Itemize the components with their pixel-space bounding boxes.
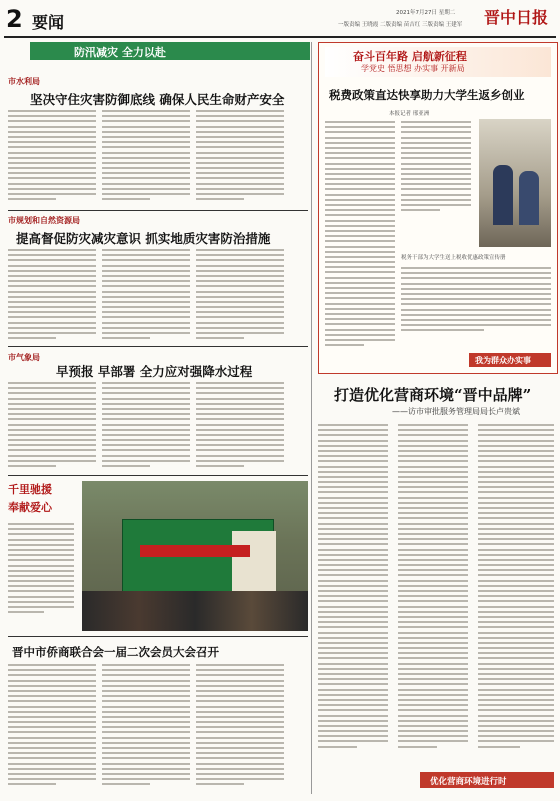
article3-col2: [102, 382, 190, 470]
article5-footer-label: 优化营商环境进行时: [430, 777, 507, 787]
photo-caption-box: [8, 481, 76, 621]
truck-banner: [140, 545, 250, 557]
divider-1: [8, 210, 308, 211]
article1-dateline: 市水利局: [8, 77, 40, 86]
truck-cab: [232, 531, 276, 591]
article2-col1: [8, 249, 96, 341]
article4-col1: [8, 664, 96, 794]
photo-caption-title: 千里驰援: [8, 483, 52, 496]
article3-col1: [8, 382, 96, 470]
article1-col2: [102, 110, 190, 205]
page-number: 2: [6, 5, 23, 33]
masthead-rule: [4, 36, 556, 38]
photo-figure: [493, 165, 513, 225]
article2-title: 提高督促防灾减灾意识 抓实地质灾害防治措施: [16, 231, 271, 246]
article3-title: 早预报 早部署 全力应对强降水过程: [56, 364, 253, 379]
section-banner: [30, 42, 310, 60]
feature-footer: [469, 353, 551, 367]
divider-3: [8, 475, 308, 476]
feature-photo-caption: 税务干部为大学生送上税收优惠政策宣传册: [401, 255, 506, 261]
article5-col2: [398, 424, 468, 764]
divider-2: [8, 346, 308, 347]
photo-figure: [519, 171, 539, 225]
feature-title: 税费政策直达快享助力大学生返乡创业: [329, 88, 525, 102]
article5-subtitle: ——访市审批服务管理局局长卢贵斌: [392, 407, 520, 416]
feature-col2: [401, 121, 471, 221]
date-line: 2021年7月27日 星期二: [396, 10, 456, 16]
relief-truck-photo: [82, 481, 308, 631]
people-group: [82, 591, 308, 631]
feature-byline: 本报记者 邢亚洲: [389, 111, 430, 117]
article4-col2: [102, 664, 190, 794]
feature-col1: [325, 121, 395, 361]
column-divider: [311, 42, 312, 794]
editor-line: 一版责编 王晓霞 二版责编 苗吉红 三版责编 王建军: [338, 22, 463, 28]
article5-footer-banner: [420, 772, 554, 788]
article2-col3: [196, 249, 284, 341]
article3-dateline: 市气象局: [8, 353, 40, 362]
divider-4: [8, 636, 308, 637]
badge-line2: 学党史 悟思想 办实事 开新局: [361, 64, 465, 73]
feature-footer-label: 我为群众办实事: [475, 356, 531, 365]
feature-col3: [401, 267, 551, 339]
article2-col2: [102, 249, 190, 341]
tax-office-photo: [479, 119, 551, 247]
article5-col3: [478, 424, 554, 764]
article2-dateline: 市规划和自然资源局: [8, 216, 80, 225]
paper-name: 晋中日报: [484, 8, 549, 27]
banner-label: 防汛减灾 全力以赴: [74, 46, 166, 59]
badge-line1: 奋斗百年路 启航新征程: [353, 50, 467, 63]
article1-col3: [196, 110, 284, 205]
article4-col3: [196, 664, 284, 794]
article5-title: 打造优化营商环境“晋中品牌”: [334, 386, 532, 404]
photo-caption-subtitle: 奉献爱心: [8, 501, 52, 514]
page-name: 要闻: [32, 13, 65, 32]
article4-title: 晋中市侨商联合会一届二次会员大会召开: [12, 645, 219, 659]
feature-panel: [318, 42, 558, 374]
article1-title: 坚决守住灾害防御底线 确保人民生命财产安全: [30, 92, 285, 107]
page-header: [4, 4, 556, 36]
photo-caption-text: [8, 523, 74, 623]
article5-col1: [318, 424, 388, 764]
feature-badge: [325, 47, 551, 77]
article1-col1: [8, 110, 96, 205]
article3-col3: [196, 382, 284, 470]
